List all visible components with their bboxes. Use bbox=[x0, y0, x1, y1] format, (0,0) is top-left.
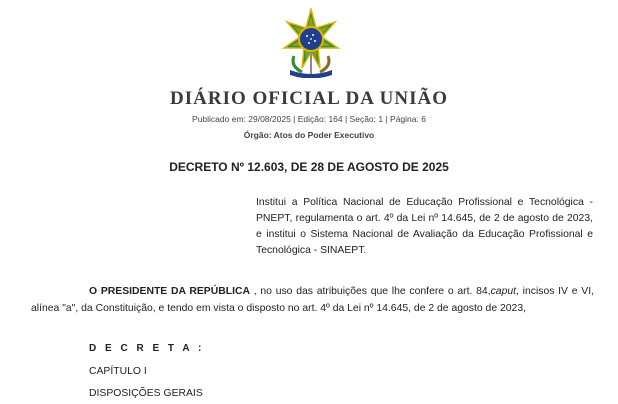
decree-ementa: Institui a Política Nacional de Educação Profissional e Tecnológica - PNEPT, regulamenta o art. 4º da Lei nº 14.645, de 2 de agosto de 2023, e institui o Sistema Nacional de Avaliação da Educação Profissional e Tecnológica - SINAEPT. bbox=[256, 197, 593, 256]
masthead-title: DIÁRIO OFICIAL DA UNIÃO bbox=[170, 88, 448, 109]
decree-title: DECRETO Nº 12.603, DE 28 DE AGOSTO DE 2025 bbox=[169, 160, 449, 174]
decreta-heading: D E C R E T A : bbox=[89, 343, 205, 354]
orgao-label: Órgão: Atos do Poder Executivo bbox=[243, 130, 375, 140]
preamble-text-2: , incisos IV e VI, alínea "a", da Constituição, e tendo em vista o disposto no art. 4º da Lei nº 14.645, de 2 de agosto de 2023, bbox=[31, 286, 594, 314]
coat-of-arms-icon bbox=[280, 8, 342, 78]
preamble-text-1: , no uso das atribuições que lhe confere o art. 84, bbox=[249, 286, 491, 297]
chapter-label: CAPÍTULO I bbox=[89, 366, 147, 377]
decree-preamble bbox=[31, 283, 594, 317]
publication-info: Publicado em: 29/08/2025 | Edição: 164 | Seção: 1 | Página: 6 bbox=[192, 114, 426, 124]
preamble-subject: O PRESIDENTE DA REPÚBLICA bbox=[89, 286, 250, 297]
preamble-caput: caput bbox=[490, 286, 517, 297]
chapter-title: DISPOSIÇÕES GERAIS bbox=[89, 388, 203, 399]
